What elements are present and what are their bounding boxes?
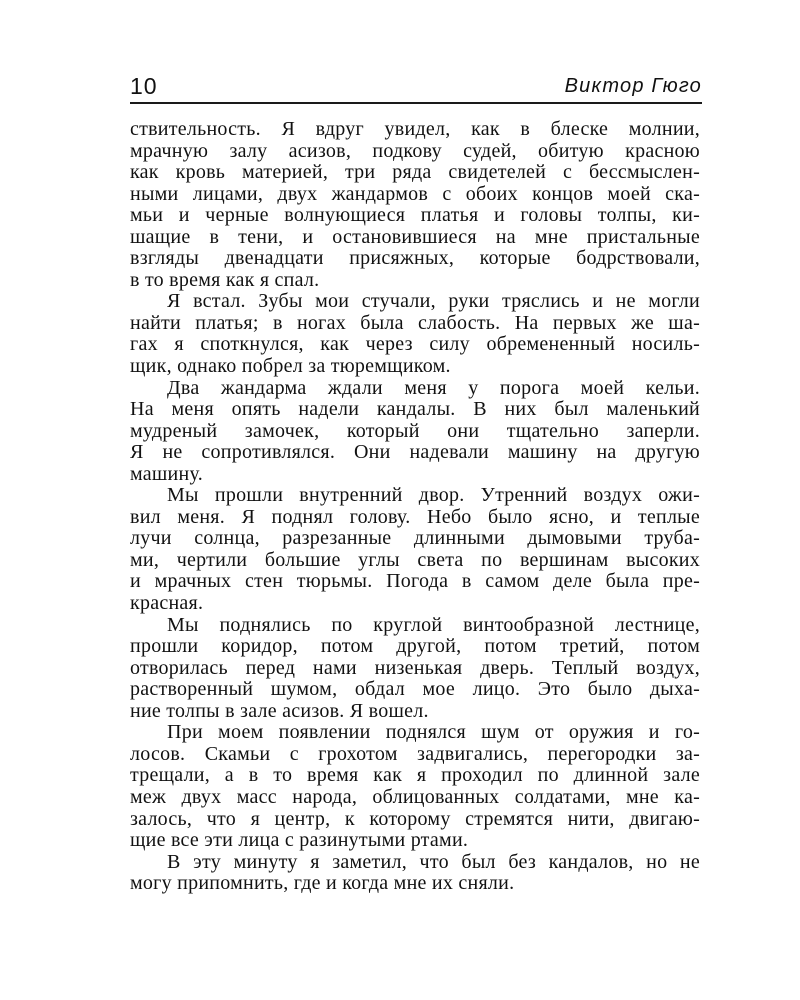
text-line: ными лицами, двух жандармов с обоих концов моей ска- xyxy=(130,183,700,205)
text-line: и мрачных стен тюрьмы. Погода в самом деле была пре- xyxy=(130,571,700,593)
text-line: красная. xyxy=(130,593,204,615)
text-line: Я не сопротивлялся. Они надевали машину на другую xyxy=(130,442,700,464)
paragraph xyxy=(130,378,700,486)
paragraph xyxy=(130,291,700,377)
body-text xyxy=(130,119,700,895)
header-rule xyxy=(130,102,702,104)
text-line: залось, что я центр, к которому стремятся нити, двигаю- xyxy=(130,808,700,830)
text-line: Я встал. Зубы мои стучали, руки тряслись и не могли xyxy=(167,291,700,313)
text-line: в то время как я спал. xyxy=(130,269,320,291)
page-header xyxy=(130,72,702,100)
text-line: как кровь материей, три ряда свидетелей с бессмыслен- xyxy=(130,162,700,184)
paragraph xyxy=(130,722,700,851)
text-line: шащие в тени, и остановившиеся на мне пристальные xyxy=(130,226,700,248)
text-line: Два жандарма ждали меня у порога моей кельи. xyxy=(167,377,700,399)
text-line: найти платья; в ногах была слабость. На первых же ша- xyxy=(130,312,700,334)
text-line: Мы прошли внутренний двор. Утренний воздух ожи- xyxy=(167,485,700,507)
text-line: лучи солнца, разрезанные длинными дымовыми труба- xyxy=(130,528,700,550)
text-line: При моем появлении поднялся шум от оружия и го- xyxy=(167,722,700,744)
text-line: машину. xyxy=(130,463,203,485)
paragraph xyxy=(130,485,700,614)
text-line: отворилась перед нами низенькая дверь. Теплый воздух, xyxy=(130,657,700,679)
text-line: растворенный шумом, обдал мое лицо. Это было дыха- xyxy=(130,679,700,701)
running-title: Виктор Гюго xyxy=(564,75,702,97)
text-line: ние толпы в зале асизов. Я вошел. xyxy=(130,700,429,722)
text-line: На меня опять надели кандалы. В них был маленький xyxy=(130,399,700,421)
text-line: гах я споткнулся, как через силу обремененный носиль- xyxy=(130,334,700,356)
text-line: мьи и черные волнующиеся платья и головы толпы, ки- xyxy=(130,205,700,227)
paragraph xyxy=(130,615,700,723)
text-line: могу припомнить, где и когда мне их сняли. xyxy=(130,873,515,895)
paragraph xyxy=(130,119,700,291)
text-line: трещали, а в то время как я проходил по длинной зале xyxy=(130,765,700,787)
text-line: В эту минуту я заметил, что был без кандалов, но не xyxy=(167,851,700,873)
text-line: ствительность. Я вдруг увидел, как в блеске молнии, xyxy=(130,119,700,140)
text-line: взгляды двенадцати присяжных, которые бодрствовали, xyxy=(130,248,700,270)
text-line: щик, однако побрел за тюремщиком. xyxy=(130,356,451,378)
text-line: меж двух масс народа, облицованных солдатами, мне ка- xyxy=(130,786,700,808)
text-line: лосов. Скамьи с грохотом задвигались, перегородки за- xyxy=(130,743,700,765)
text-line: ми, чертили большие углы света по вершинам высоких xyxy=(130,549,700,571)
text-line: щие все эти лица с разинутыми ртами. xyxy=(130,830,469,852)
page-number: 10 xyxy=(130,73,158,99)
text-line: прошли коридор, потом другой, потом третий, потом xyxy=(130,636,700,658)
text-line: Мы поднялись по круглой винтообразной лестнице, xyxy=(167,614,700,636)
text-line: вил меня. Я поднял голову. Небо было ясно, и теплые xyxy=(130,506,700,528)
text-line: мудреный замочек, который они тщательно заперли. xyxy=(130,420,700,442)
paragraph xyxy=(130,852,700,895)
text-line: мрачную залу асизов, подкову судей, обитую красною xyxy=(130,140,700,162)
